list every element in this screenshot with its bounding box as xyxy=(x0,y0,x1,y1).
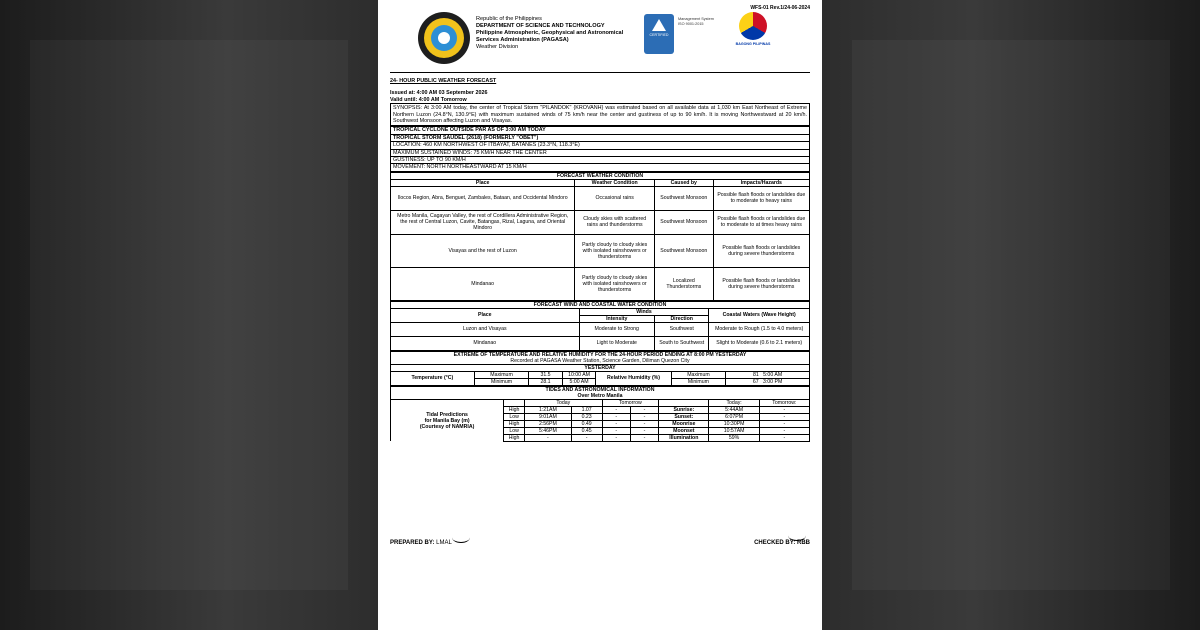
wind-direction: Southwest xyxy=(654,322,708,336)
tide-time: - xyxy=(525,434,572,441)
tide-height-tomorrow: - xyxy=(630,434,658,441)
cert-text: Management System ISO 9001:2015 xyxy=(678,17,714,26)
forecast-place: Visayas and the rest of Luzon xyxy=(391,234,575,267)
astro-tomorrow-value: - xyxy=(759,427,809,434)
astro-today-value: 5:44AM xyxy=(709,406,759,413)
tide-type: High xyxy=(504,406,525,413)
temp-row xyxy=(391,371,810,378)
forecast-cause: Southwest Monsoon xyxy=(654,234,713,267)
checked-by xyxy=(754,540,810,546)
tide-height: 1.07 xyxy=(571,406,602,413)
tides-heading-text: TIDES AND ASTRONOMICAL INFORMATION xyxy=(545,386,655,393)
forecast-place: Metro Manila, Cagayan Valley, the rest of Cordillera Administrative Region, the rest of Central Luzon, Cavite, Batangas, Rizal, Laguna, and Oriental Mindoro xyxy=(391,210,575,234)
tide-height: 0.49 xyxy=(571,420,602,427)
astro-today-value: 6:07PM xyxy=(709,413,759,420)
temp-cell: Minimum xyxy=(474,378,528,385)
wind-col-coastal: Coastal Waters (Wave Height) xyxy=(709,308,810,322)
rh-cell: Minimum xyxy=(671,378,725,385)
tide-height-tomorrow: - xyxy=(630,413,658,420)
forecast-cause: Localized Thunderstorms xyxy=(654,267,713,300)
certification-badge-icon xyxy=(644,14,674,54)
wind-place: Mindanao xyxy=(391,336,580,350)
prepared-initials: LMAL xyxy=(436,540,452,546)
col-condition: Weather Condition xyxy=(575,179,655,186)
wind-coastal: Moderate to Rough (1.5 to 4.0 meters) xyxy=(709,322,810,336)
forecast-cause: Southwest Monsoon xyxy=(654,186,713,210)
forecast-weather-table xyxy=(390,172,810,301)
astro-today-value: 59% xyxy=(709,434,759,441)
wind-row xyxy=(391,322,810,336)
temp-heading-text: EXTREME OF TEMPERATURE AND RELATIVE HUMIDITY FOR THE 24-HOUR PERIOD ENDING AT 8:00 PM YESTERDAY xyxy=(453,351,747,358)
dost-pagasa-seal-icon xyxy=(418,12,470,64)
tide-height-tomorrow: - xyxy=(630,420,658,427)
tide-time-tomorrow: - xyxy=(602,427,630,434)
temp-label: Temperature (°C) xyxy=(391,371,475,385)
tc-location: LOCATION: 460 KM NORTHWEST OF ITBAYAT, BATANES (23.3°N, 118.3°E) xyxy=(391,142,810,149)
issued-at: Issued at: 4:00 AM 03 September 2026 xyxy=(390,90,488,97)
tide-type: Low xyxy=(504,427,525,434)
rh-value-time xyxy=(726,371,810,378)
tc-winds: MAXIMUM SUSTAINED WINDS: 75 KM/H NEAR THE CENTER xyxy=(391,149,810,156)
temp-cell: 28.1 xyxy=(529,378,563,385)
tide-time: 5:46PM xyxy=(525,427,572,434)
rh-label: Relative Humidity (%) xyxy=(596,371,671,385)
background-left xyxy=(0,0,378,630)
tide-time-tomorrow: - xyxy=(602,420,630,427)
background-right xyxy=(822,0,1200,630)
forecast-place: Mindanao xyxy=(391,267,575,300)
header-divider xyxy=(390,72,810,73)
astro-label: Moonrise xyxy=(659,420,709,427)
tide-height-tomorrow: - xyxy=(630,406,658,413)
astro-label: Sunset: xyxy=(659,413,709,420)
tide-blank xyxy=(504,399,525,406)
tides-tomorrow: Tomorrow xyxy=(602,399,659,406)
agency-line: Weather Division xyxy=(476,44,519,50)
astro-today-value: 10:30PM xyxy=(709,420,759,427)
checked-label: CHECKED BY: xyxy=(754,540,796,546)
temp-yesterday: YESTERDAY xyxy=(391,364,810,371)
document-header xyxy=(378,0,822,72)
forecast-condition: Occasional rains xyxy=(575,186,655,210)
prepared-label: PREPARED BY: xyxy=(390,540,435,546)
prepared-signature-icon xyxy=(452,532,470,543)
tide-height: 0.23 xyxy=(571,413,602,420)
tide-time-tomorrow: - xyxy=(602,413,630,420)
temp-cell: 31.5 xyxy=(529,371,563,378)
temperature-table xyxy=(390,351,810,386)
tide-type: High xyxy=(504,420,525,427)
wind-heading: FORECAST WIND AND COASTAL WATER CONDITION xyxy=(391,301,810,308)
astro-today: Today: xyxy=(709,399,759,406)
tide-type: High xyxy=(504,434,525,441)
checked-initials: RBB xyxy=(797,540,810,546)
wind-coastal: Slight to Moderate (0.6 to 2.1 meters) xyxy=(709,336,810,350)
astro-tomorrow-value: - xyxy=(759,413,809,420)
forecast-impact: Possible flash floods or landslides due to moderate to heavy rains xyxy=(713,186,809,210)
wind-intensity: Light to Moderate xyxy=(579,336,654,350)
forecast-condition: Partly cloudy to cloudy skies with isolated rainshowers or thunderstorms xyxy=(575,234,655,267)
forecast-row xyxy=(391,210,810,234)
tc-gust: GUSTINESS: UP TO 90 KM/H xyxy=(391,157,810,164)
col-cause: Caused by xyxy=(654,179,713,186)
revision-code: WFS-01 Rev.1/24-06-2024 xyxy=(750,5,810,11)
forecast-content xyxy=(390,75,810,442)
tide-height-tomorrow: - xyxy=(630,427,658,434)
astro-label: Moonset xyxy=(659,427,709,434)
astro-tomorrow-value: - xyxy=(759,420,809,427)
wind-direction: South to Southwest xyxy=(654,336,708,350)
wind-place: Luzon and Visayas xyxy=(391,322,580,336)
astro-label: Illumination xyxy=(659,434,709,441)
forecast-row xyxy=(391,186,810,210)
wind-col-place: Place xyxy=(391,308,580,322)
col-place: Place xyxy=(391,179,575,186)
tide-time-tomorrow: - xyxy=(602,434,630,441)
tides-heading xyxy=(391,386,810,399)
astro-tomorrow-value: - xyxy=(759,434,809,441)
tides-label xyxy=(391,399,504,441)
temp-cell: 10:00 AM xyxy=(562,371,596,378)
prepared-by xyxy=(390,540,452,546)
tides-table xyxy=(390,386,810,442)
signature-area xyxy=(390,528,810,558)
tides-label-line: for Manila Bay (m) xyxy=(424,417,470,424)
wind-intensity: Moderate to Strong xyxy=(579,322,654,336)
tides-label-line: (Courtesy of NAMRIA) xyxy=(419,423,475,430)
tide-time-tomorrow: - xyxy=(602,406,630,413)
tide-type: Low xyxy=(504,413,525,420)
forecast-document xyxy=(378,0,822,630)
tc-name: TROPICAL STORM SAUDEL (2618) (FORMERLY "OBET") xyxy=(391,134,810,141)
col-impacts: Impacts/Hazards xyxy=(713,179,809,186)
rh-value-time xyxy=(726,378,810,385)
forecast-title: 24- HOUR PUBLIC WEATHER FORECAST xyxy=(390,78,497,84)
forecast-condition: Cloudy skies with scattered rains and thunderstorms xyxy=(575,210,655,234)
forecast-heading: FORECAST WEATHER CONDITION xyxy=(391,172,810,179)
cert-badge-label: CERTIFIED xyxy=(649,33,669,37)
wind-col-winds: Winds xyxy=(579,308,709,315)
bagong-pilipinas-logo-icon xyxy=(733,12,773,58)
wind-row xyxy=(391,336,810,350)
wind-col-intensity: Intensity xyxy=(579,315,654,322)
wind-coastal-table xyxy=(390,301,810,351)
astro-today-value: 10:57AM xyxy=(709,427,759,434)
tide-height: - xyxy=(571,434,602,441)
synopsis-text: SYNOPSIS: At 3:00 AM today, the center of Tropical Storm "PILANDOK" {KROVANH} was estimated based on all available data at 1,030 km East Northeast of Extreme Northern Luzon (24.8°N, 130.9°E) with maximum sustained winds of 75 km/h near the center and gustiness of up to 90 km/h. It is moving Northwestward at 20 km/h. Southwest Monsoon affecting Luzon and Visayas. xyxy=(391,104,810,126)
temp-cell: Maximum xyxy=(474,371,528,378)
astro-tomorrow: Tomorrow: xyxy=(759,399,809,406)
synopsis-table xyxy=(390,103,810,126)
valid-until: Valid until: 4:00 AM Tomorrow xyxy=(390,96,467,103)
forecast-row xyxy=(391,234,810,267)
tc-heading: TROPICAL CYCLONE OUTSIDE PAR AS OF 3:00 AM TODAY xyxy=(391,127,810,134)
rh-cell: 5:00 AM xyxy=(763,371,783,378)
forecast-row xyxy=(391,267,810,300)
rh-cell: 3:00 PM xyxy=(762,378,783,385)
tides-label-line: Tidal Predictions xyxy=(426,411,468,418)
tides-sub: Over Metro Manila xyxy=(577,392,623,399)
rh-cell: 67 xyxy=(752,378,759,385)
rh-cell: Maximum xyxy=(671,371,725,378)
agency-line: Services Administration (PAGASA) xyxy=(476,37,569,43)
agency-line: Philippine Atmospheric, Geophysical and Astronomical xyxy=(476,30,624,36)
temp-recorded: Recorded at PAGASA Weather Station, Science Garden, Diliman Quezon City xyxy=(510,357,690,364)
forecast-condition: Partly cloudy to cloudy skies with isolated rainshowers or thunderstorms xyxy=(575,267,655,300)
temp-heading xyxy=(391,351,810,364)
astro-blank xyxy=(659,399,709,406)
agency-name xyxy=(476,16,624,51)
agency-line: DEPARTMENT OF SCIENCE AND TECHNOLOGY xyxy=(476,23,605,29)
forecast-cause: Southwest Monsoon xyxy=(654,210,713,234)
forecast-impact: Possible flash floods or landslides due to moderate to at times heavy rains xyxy=(713,210,809,234)
forecast-place: Ilocos Region, Abra, Benguet, Zambales, Bataan, and Occidental Mindoro xyxy=(391,186,575,210)
tropical-cyclone-table xyxy=(390,126,810,171)
astro-tomorrow-value: - xyxy=(759,406,809,413)
forecast-impact: Possible flash floods or landslides during severe thunderstorms xyxy=(713,267,809,300)
tide-time: 2:56PM xyxy=(525,420,572,427)
rh-cell: 81 xyxy=(753,371,759,378)
forecast-impact: Possible flash floods or landslides during severe thunderstorms xyxy=(713,234,809,267)
tide-time: 9:01AM xyxy=(525,413,572,420)
tides-today: Today xyxy=(525,399,602,406)
bagong-label: BAGONG PILIPINAS xyxy=(735,42,771,46)
tc-movement: MOVEMENT: NORTH NORTHEASTWARD AT 15 KM/H xyxy=(391,164,810,171)
tide-height: 0.45 xyxy=(571,427,602,434)
agency-line: Republic of the Philippines xyxy=(476,16,542,22)
tide-time: 1:21AM xyxy=(525,406,572,413)
astro-label: Sunrise: xyxy=(659,406,709,413)
wind-col-direction: Direction xyxy=(654,315,708,322)
temp-cell: 5:00 AM xyxy=(562,378,596,385)
